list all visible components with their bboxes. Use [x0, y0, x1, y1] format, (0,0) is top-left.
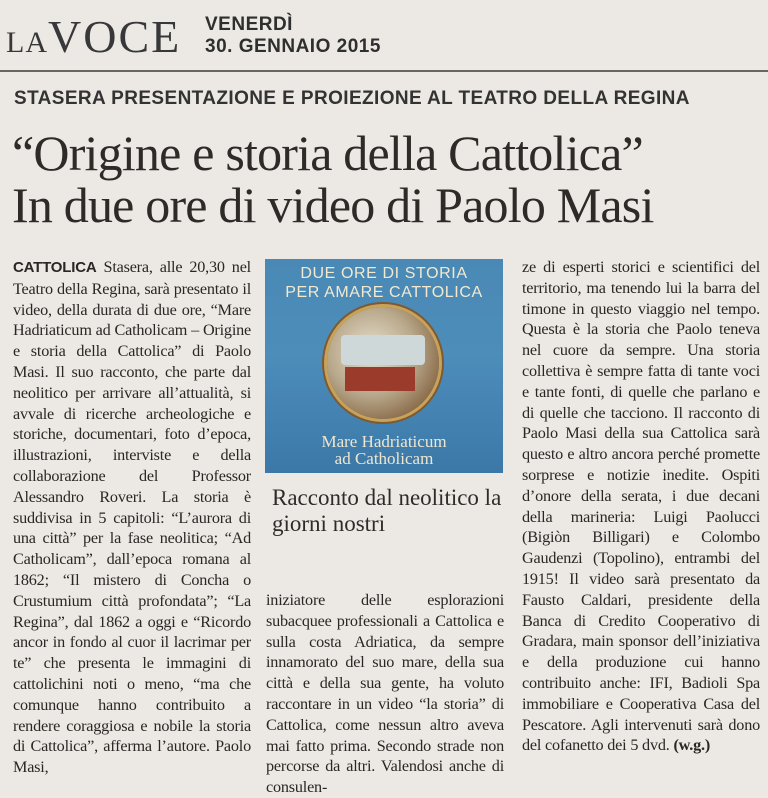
- article-column-1: [13, 257, 251, 778]
- dateline-date: 30. GENNAIO 2015: [205, 36, 381, 57]
- photo-medallion: [327, 307, 439, 419]
- logo-la: LA: [6, 26, 48, 59]
- masthead-rule: [0, 70, 768, 72]
- article-column-3: [522, 257, 760, 756]
- photo-caption-line-1: Mare Hadriaticum: [321, 432, 447, 451]
- article-subhead: Racconto dal neolitico la giorni nostri: [272, 485, 502, 536]
- photo-title-line-1: DUE ORE DI STORIA: [300, 265, 468, 282]
- article-photo: [265, 259, 503, 473]
- dateline-day: VENERDÌ: [205, 14, 293, 35]
- headline-line-2: In due ore di video di Paolo Masi: [12, 177, 654, 233]
- article-kicker: STASERA PRESENTAZIONE E PROIEZIONE AL TEATRO DELLA REGINA: [14, 88, 690, 109]
- column-1-text: Stasera, alle 20,30 nel Teatro della Regina, sarà presentato il video, della durata di due ore, “Mare Hadriaticum ad Catholicam – Origine e storia della Cattolica” di Paolo Masi. Il suo racconto, che parte dal neolitico per arrivare all’attualità, si avvale di ricerche archeologiche e storiche, documentari, foto d’epoca, illustrazioni, interviste e della collaborazione del Professor Alessandro Roveri. La storia è suddivisa in 5 capitoli: “L’aurora di una città” per la fase neolitica; “Ad Catholicam”, dall’epoca romana al 1862; “Il mistero di Concha o Crustumium città profondata”; “La Regina”, dal 1862 a oggi e “Ricordo ancor in fondo al cuor il lacrimar per te” che presenta le immagini di cattolichini noti o meno, “ma che comunque hanno contribuito a rendere coraggiosa e nobile la storia di Cattolica”, afferma l’autore. Paolo Masi,: [13, 258, 251, 777]
- logo-voce: VOCE: [48, 11, 182, 62]
- photo-title: [265, 264, 503, 302]
- medallion-ruins: [345, 367, 415, 391]
- photo-title-line-2: PER AMARE CATTOLICA: [285, 284, 483, 301]
- newspaper-logo: [6, 10, 181, 63]
- author-signature: (w.g.): [673, 736, 711, 755]
- photo-caption: [265, 433, 503, 467]
- column-2-text: iniziatore delle esplorazioni subacquee professionali a Cattolica e sulla costa Adriatica, da sempre innamorato del suo mare, della sua città e della sua gente, ha voluto raccontare in un video “la storia” di Cattolica, come nessun altro aveva mai fatto prima. Secondo strade non percorse da altri. Valendosi anche di consulen-: [266, 591, 504, 797]
- medallion-sea: [341, 335, 425, 365]
- column-3-text: ze di esperti storici e scientifici del territorio, ma tenendo lui la barra del timone in questo viaggio nel tempo. Questa è la storia che Paolo teneva nel cuore da sempre. Una storia collettiva è sempre fatta di tante voci e tante fonti, di quelle che parlano e di quelle che tacciono. Il racconto di Paolo Masi della sua Cattolica sarà questo e altro ancora perché promette sorprese e notizie inedite. Ospiti d’onore della serata, i due decani della marineria: Luigi Paolucci (Bigiòn Billigari) e Colombo Gaudenzi (Topolino), entrambi del 1915! Il video sarà presentato da Fausto Caldari, presidente della Banca di Credito Cooperativo di Gradara, main sponsor dell’iniziativa e della produzione cui hanno contribuito anche: IFI, Badioli Spa immobiliare e Cooperativa Casa del Pescatore. Agli intervenuti sarà dono del cofanetto dei 5 dvd.: [522, 258, 760, 755]
- masthead: [0, 0, 768, 68]
- article-column-2: [266, 590, 504, 798]
- headline-line-1: “Origine e storia della Cattolica”: [12, 125, 643, 181]
- photo-caption-line-2: ad Catholicam: [334, 449, 434, 468]
- article-headline: [12, 127, 762, 231]
- dateline: [205, 14, 381, 58]
- dateline-city: CATTOLICA: [13, 259, 97, 276]
